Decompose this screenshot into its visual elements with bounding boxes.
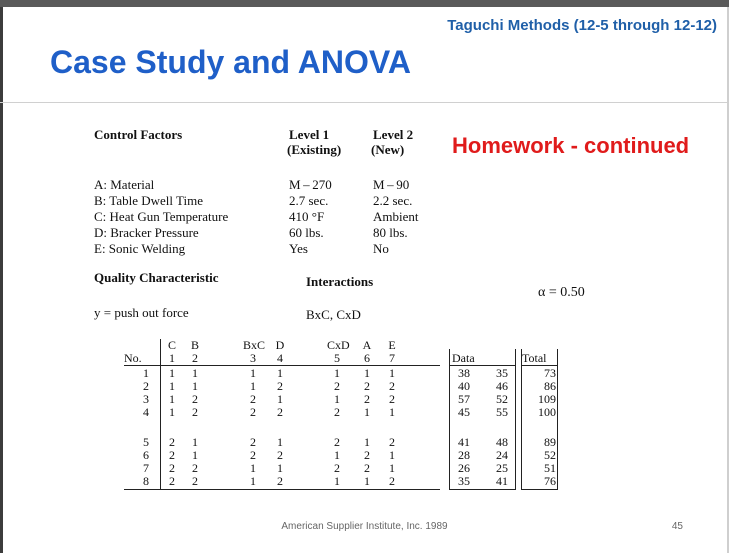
quality-value: y = push out force: [94, 305, 189, 320]
data-value: 45: [458, 405, 470, 419]
row-number: 5: [143, 435, 149, 449]
level1-values: [289, 177, 332, 257]
table-cell: 1: [250, 379, 256, 393]
data-value: 28: [458, 448, 470, 462]
column-factor-label: D: [275, 338, 285, 352]
table-cell: 1: [169, 392, 175, 406]
table-cell: 1: [250, 366, 256, 380]
table-cell: 2: [389, 474, 395, 488]
data-value: 35: [496, 366, 508, 380]
column-number: 6: [364, 351, 370, 365]
alpha-value: α = 0.50: [538, 285, 585, 300]
table-cell: 2: [250, 448, 256, 462]
table-cell: 1: [192, 435, 198, 449]
column-factor-label: CxD: [327, 338, 350, 352]
table-cell: 1: [169, 405, 175, 419]
table-cell: 2: [389, 379, 395, 393]
header-rule: [124, 365, 440, 366]
table-cell: 2: [250, 405, 256, 419]
total-value: 73: [544, 366, 556, 380]
level1-value: Yes: [289, 241, 308, 256]
table-cell: 2: [169, 448, 175, 462]
top-bar: [0, 0, 729, 7]
data-bottom-rule: [449, 489, 515, 490]
row-number: 8: [143, 474, 149, 488]
table-cell: 2: [192, 405, 198, 419]
column-factor-label: B: [190, 338, 199, 352]
level1-value: 2.7 sec.: [289, 193, 329, 208]
factor-name: D: Bracker Pressure: [94, 225, 199, 240]
quality-heading: Quality Characteristic: [94, 270, 219, 285]
total-value: 51: [544, 461, 556, 475]
total-header: Total: [522, 351, 547, 365]
total-value: 86: [544, 379, 556, 393]
level1-value: 410 °F: [289, 209, 325, 224]
table-cell: 1: [277, 461, 283, 475]
total-right-border: [557, 349, 558, 490]
factor-names: [94, 177, 228, 257]
table-cell: 2: [389, 392, 395, 406]
table-cell: 1: [192, 379, 198, 393]
column-divider: [160, 339, 161, 490]
column-number: 5: [334, 351, 340, 365]
data-value: 38: [458, 366, 470, 380]
level2-value: M – 90: [373, 177, 410, 192]
total-value: 76: [544, 474, 556, 488]
data-right-border: [515, 349, 516, 490]
table-cell: 1: [334, 366, 340, 380]
level1-value: 60 lbs.: [289, 225, 324, 240]
data-left-border: [449, 349, 450, 490]
data-value: 35: [458, 474, 470, 488]
data-value: 55: [496, 405, 508, 419]
table-cell: 2: [277, 379, 283, 393]
table-cell: 2: [277, 405, 283, 419]
table-cell: 2: [250, 392, 256, 406]
row-number: 3: [143, 392, 149, 406]
table-cell: 2: [169, 461, 175, 475]
slide-subtitle: Taguchi Methods (12-5 through 12-12): [447, 17, 717, 34]
level2-values: [373, 177, 419, 257]
table-cell: 2: [250, 435, 256, 449]
table-cell: 1: [364, 366, 370, 380]
column-factor-label: C: [167, 338, 176, 352]
table-cell: 2: [389, 435, 395, 449]
column-number: 4: [277, 351, 283, 365]
factor-name: B: Table Dwell Time: [94, 193, 203, 208]
column-factor-label: E: [388, 338, 396, 352]
table-cell: 1: [277, 366, 283, 380]
data-value: 25: [496, 461, 508, 475]
row-number: 1: [143, 366, 149, 380]
table-cell: 1: [277, 435, 283, 449]
table-cell: 1: [334, 448, 340, 462]
table-cell: 2: [277, 448, 283, 462]
table-cell: 2: [364, 379, 370, 393]
factor-name: C: Heat Gun Temperature: [94, 209, 229, 224]
column-factor-label: BxC: [243, 338, 266, 352]
control-factors-heading: Control Factors: [94, 127, 183, 142]
data-header-rule: [449, 365, 515, 366]
table-cell: 2: [334, 461, 340, 475]
total-value: 89: [544, 435, 556, 449]
column-number: 2: [192, 351, 198, 365]
bottom-rule: [124, 489, 440, 490]
table-cell: 2: [169, 435, 175, 449]
table-cell: 1: [192, 448, 198, 462]
table-cell: 1: [250, 474, 256, 488]
table-cell: 1: [169, 379, 175, 393]
table-cell: 1: [364, 435, 370, 449]
total-value: 52: [544, 448, 556, 462]
total-header-rule: [521, 365, 558, 366]
interactions-value: BxC, CxD: [306, 307, 361, 322]
slide-title: Case Study and ANOVA: [50, 44, 411, 80]
level1-value: M – 270: [289, 177, 332, 192]
row-number: 4: [143, 405, 149, 419]
total-value: 100: [538, 405, 556, 419]
data-value: 46: [496, 379, 508, 393]
table-cell: 2: [277, 474, 283, 488]
level2-sub: (New): [371, 142, 405, 157]
homework-note: Homework - continued: [452, 133, 690, 158]
level2-value: Ambient: [373, 209, 419, 224]
total-bottom-rule: [521, 489, 558, 490]
table-cell: 1: [389, 448, 395, 462]
table-cell: 1: [250, 461, 256, 475]
level2-value: No: [373, 241, 389, 256]
table-cell: 1: [334, 474, 340, 488]
data-header: Data: [452, 351, 475, 365]
table-cell: 1: [364, 405, 370, 419]
table-cell: 2: [334, 379, 340, 393]
table-cell: 2: [192, 461, 198, 475]
column-number: 3: [250, 351, 256, 365]
table-cell: 1: [389, 366, 395, 380]
data-value: 48: [496, 435, 508, 449]
factor-name: E: Sonic Welding: [94, 241, 186, 256]
column-number: 7: [389, 351, 395, 365]
interactions-heading: Interactions: [306, 274, 374, 289]
data-value: 40: [458, 379, 470, 393]
title-divider: [0, 102, 727, 103]
table-cell: 2: [192, 474, 198, 488]
column-factor-label: A: [362, 338, 372, 352]
page-number: 45: [671, 521, 683, 532]
table-cell: 2: [364, 448, 370, 462]
no-header: No.: [124, 351, 142, 365]
data-value: 52: [496, 392, 508, 406]
table-cell: 1: [192, 366, 198, 380]
table-cell: 1: [389, 461, 395, 475]
row-number: 2: [143, 379, 149, 393]
row-number: 6: [143, 448, 149, 462]
data-value: 26: [458, 461, 470, 475]
table-cell: 1: [364, 474, 370, 488]
level1-heading: Level 1: [289, 127, 330, 142]
table-cell: 2: [364, 392, 370, 406]
row-number: 7: [143, 461, 149, 475]
data-value: 41: [458, 435, 470, 449]
total-left-border: [521, 349, 522, 490]
table-cell: 2: [334, 405, 340, 419]
footer-source: American Supplier Institute, Inc. 1989: [281, 521, 448, 532]
table-cell: 2: [192, 392, 198, 406]
table-cell: 1: [334, 392, 340, 406]
data-value: 57: [458, 392, 470, 406]
table-cell: 2: [334, 435, 340, 449]
data-value: 41: [496, 474, 508, 488]
factor-name: A: Material: [94, 177, 155, 192]
level1-sub: (Existing): [287, 142, 342, 157]
level2-heading: Level 2: [373, 127, 414, 142]
table-cell: 1: [389, 405, 395, 419]
table-cell: 2: [169, 474, 175, 488]
data-value: 24: [496, 448, 508, 462]
total-value: 109: [538, 392, 556, 406]
level2-value: 80 lbs.: [373, 225, 408, 240]
table-cell: 2: [364, 461, 370, 475]
level2-value: 2.2 sec.: [373, 193, 413, 208]
table-cell: 1: [169, 366, 175, 380]
left-edge: [0, 7, 3, 553]
column-number: 1: [169, 351, 175, 365]
table-cell: 1: [277, 392, 283, 406]
